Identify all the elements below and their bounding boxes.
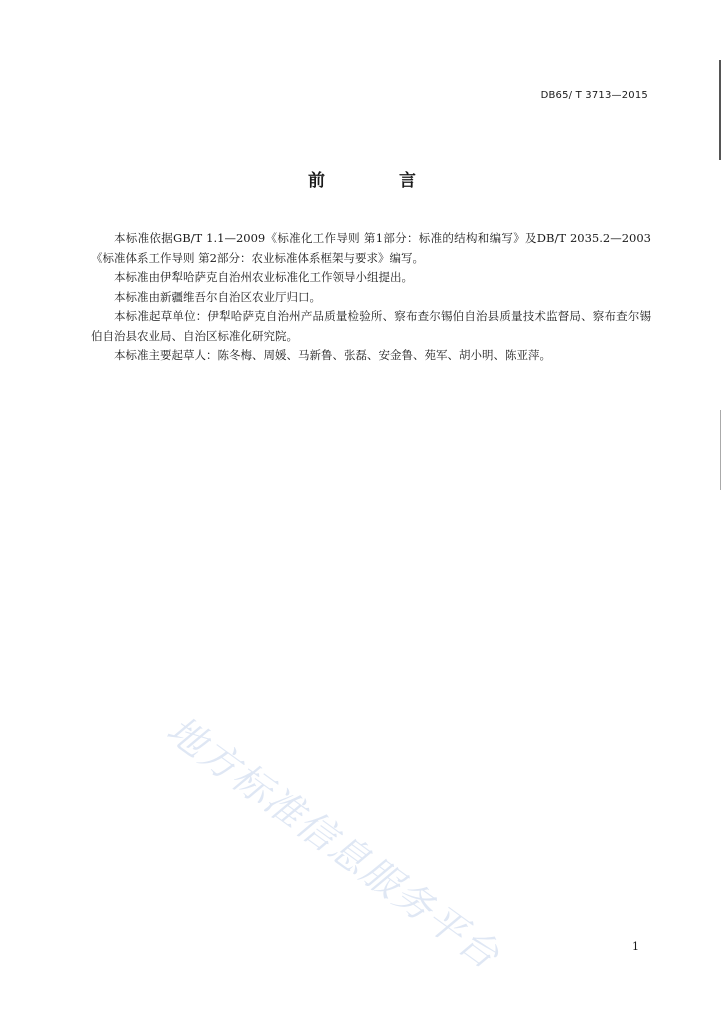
paragraph-basis: 本标准依据GB/T 1.1—2009《标准化工作导则 第1部分：标准的结构和编写》及DB/T 2035.2—2003《标准体系工作导则 第2部分：农业标准体系框架与要求》编写。 — [91, 231, 651, 265]
page-number: 1 — [632, 940, 639, 953]
paragraph-drafters: 本标准主要起草人：陈冬梅、周媛、马新鲁、张磊、安金鲁、苑军、胡小明、陈亚萍。 — [114, 348, 551, 362]
scan-edge-mark — [719, 60, 721, 160]
paragraph-proposer: 本标准由伊犁哈萨克自治州农业标准化工作领导小组提出。 — [114, 270, 413, 284]
paragraph-administrator: 本标准由新疆维吾尔自治区农业厅归口。 — [114, 289, 321, 304]
paragraph-drafting-units: 本标准起草单位：伊犁哈萨克自治州产品质量检验所、察布查尔锡伯自治县质量技术监督局、察布查尔锡伯自治县农业局、自治区标准化研究院。 — [91, 309, 651, 343]
foreword-body — [91, 229, 651, 366]
scan-edge-mark — [720, 410, 721, 490]
page-title: 前 言 — [308, 171, 450, 191]
standard-code: DB65/ T 3713—2015 — [540, 90, 648, 101]
watermark: 地方标准信息服务平台 — [158, 707, 509, 979]
